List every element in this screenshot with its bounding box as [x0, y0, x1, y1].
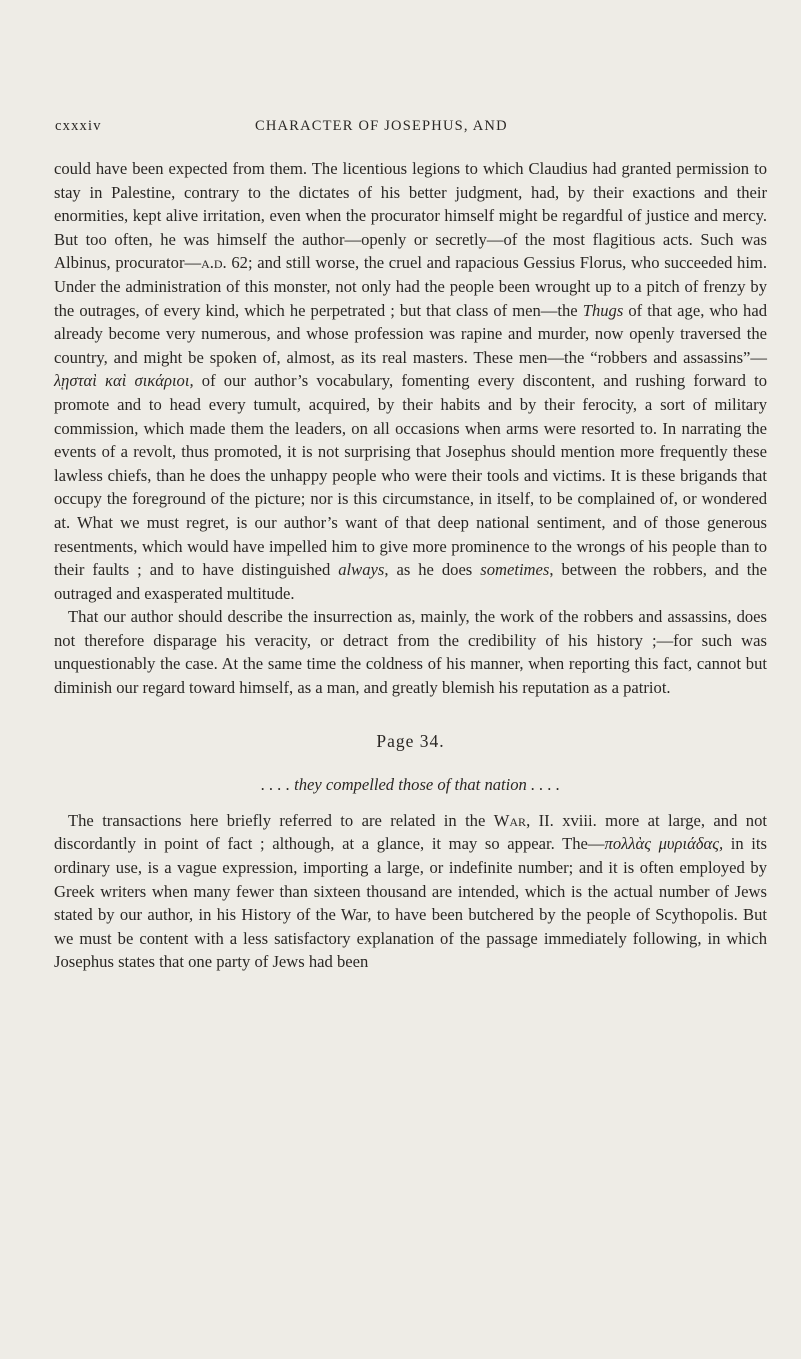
text-run: 62; and still worse, the cruel and rapacious Gessius Florus, who succeeded him. Under the administration of this monster, not only had the people been wrought up to a pitch of frenzy by the outrages, of every kind, which he perpetrated ; but that class of men—the: [54, 253, 767, 320]
quoted-passage: . . . . they compelled those of that nation . . . .: [260, 775, 561, 795]
italic-term: Thugs: [582, 300, 624, 320]
text-run: could have been expected from them. The licentious legions to which Claudius had granted permission to stay in Palestine, contrary to the dictates of his better judgment, had, by their exactions and their enormities, kept alive irritation, even when the procurator himself might be regardful of justice and mercy. But too often, he was himself the author—openly or secretly—of the most flagitious acts. Such was Albinus, procurator—: [54, 159, 767, 273]
section-heading: Page 34.: [376, 730, 445, 751]
paragraph-1: [54, 157, 767, 605]
text-run: , as he does: [384, 560, 481, 580]
text-run: The transactions here briefly referred to are related in the: [68, 810, 494, 830]
greek-phrase: πολλὰς μυριάδας,: [604, 834, 724, 854]
text-run: of our author’s vocabulary, fomenting every discontent, and rushing forward to promote and to head every tumult, acquired, by their habits and by their ferocity, a sort of military commission, which made them the leaders, on all occasions when arms were resorted to. In narrating the events of a revolt, thus promoted, it is not surprising that Josephus should mention more frequently these lawless chiefs, than he does the unhappy people who were their tools and victims. It is these brigands that occupy the foreground of the picture; nor is this circumstance, in itself, to be complained of, or wondered at. What we must regret, is our author’s want of that deep national sentiment, and of those generous resentments, which would have impelled him to give more prominence to the wrongs of his people than to their faults ; and to have distinguished: [54, 371, 768, 580]
page-body: [54, 157, 767, 974]
era-abbreviation: a.d.: [201, 253, 227, 273]
greek-phrase: λῃσταὶ καὶ σικάριοι,: [54, 371, 194, 391]
text-run: in its ordinary use, is a vague expression, importing a large, or indefinite number; and it is often employed by Greek writers when many fewer than sixteen thousand are intended, which is the actual number of Jews stated by our author, in his History of the War, to have been butchered by the people of Scythopolis. But we must be content with a less satisfactory explanation of the passage immediately following, in which Josephus states that one party of Jews had been: [54, 834, 767, 972]
page-number: cxxxiv: [55, 118, 102, 134]
text-run: , II. xviii. more at large, and not discordantly in point of fact ; although, at a glance, it may so appear. The—: [54, 810, 767, 854]
paragraph-3: [54, 809, 767, 974]
running-title: CHARACTER OF JOSEPHUS, AND: [255, 118, 508, 134]
italic-term: always: [338, 560, 385, 580]
text-run: , between the robbers, and the outraged and exasperated multitude.: [54, 560, 767, 603]
work-title: War: [493, 810, 527, 830]
paragraph-2: That our author should describe the insurrection as, mainly, the work of the robbers and assassins, does not therefore disparage his veracity, or detract from the credibility of his history ;—for such was unquestionably the case. At the same time the coldness of his manner, when reporting this fact, cannot but diminish our regard toward himself, as a man, and greatly blemish his reputation as a patriot.: [54, 607, 767, 698]
running-head: [55, 118, 761, 142]
italic-term: sometimes: [480, 560, 550, 580]
text-run: of that age, who had already become very numerous, and whose profession was rapine and murder, now openly traversed the country, and might be spoken of, almost, as its real masters. These men—the “robbers and assassins”—: [54, 300, 767, 367]
